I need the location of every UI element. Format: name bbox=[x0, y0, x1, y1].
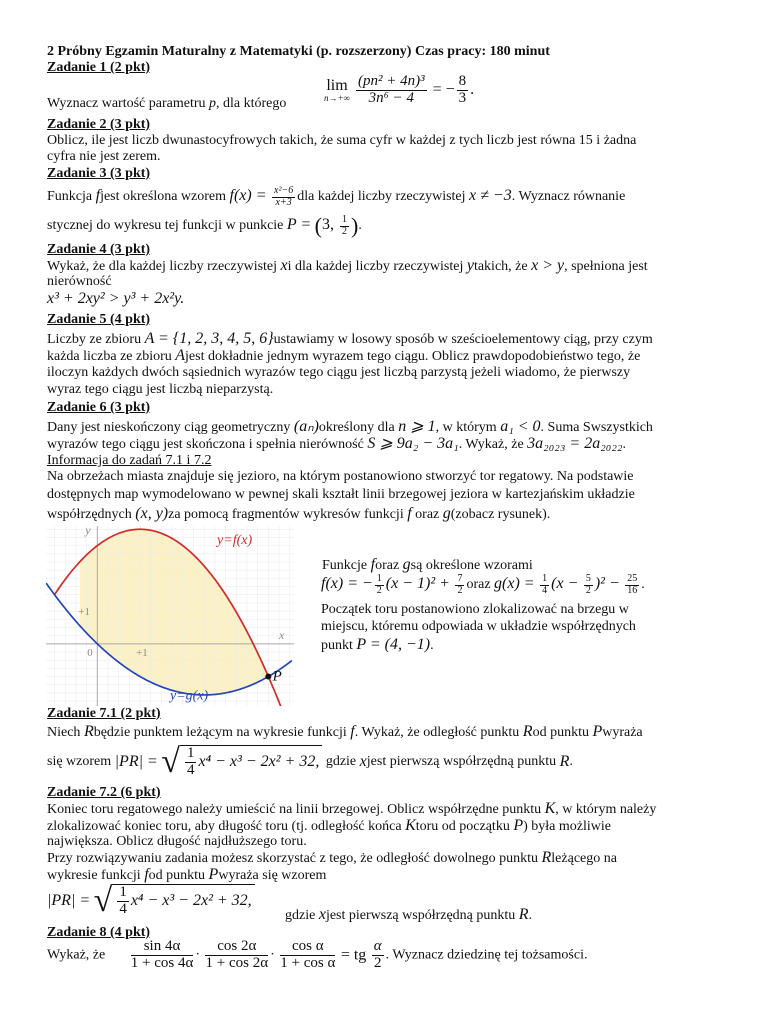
task-5-line-1: Liczby ze zbioru A = {1, 2, 3, 4, 5, 6}ustawiamy w losowy sposób w sześcioelementowy ciąg, przy czym bbox=[47, 330, 653, 347]
info-line-2: dostępnych map wymodelowano w pewnej skali kształt linii brzegowej jeziora w kartezjańskim układzie bbox=[47, 487, 635, 502]
task-7-2-line-5: wykresie funkcji fod punktu Pwyraża się wzorem bbox=[47, 866, 327, 883]
point-P-label: P bbox=[272, 668, 282, 685]
task-7-2-formula: |PR| = √ $\frac{1}{4}$ x⁴ − x³ − 2x² + 32, bbox=[47, 884, 255, 918]
task-4-heading: Zadanie 4 (3 pkt) bbox=[47, 242, 151, 257]
task-7-2-line-6: gdzie xjest pierwszą współrzędną punktu R. bbox=[285, 906, 533, 923]
info-heading: Informacja do zadań 7.1 i 7.2 bbox=[47, 453, 212, 468]
task-8-heading: Zadanie 8 (4 pkt) bbox=[47, 925, 151, 940]
task-5-line-4: wyraz tego ciągu jest liczbą nieparzystą. bbox=[47, 382, 274, 397]
task-1-heading: Zadanie 1 (2 pkt) bbox=[47, 60, 151, 75]
task-7-2-heading: Zadanie 7.2 (6 pkt) bbox=[47, 785, 161, 800]
task-5-line-2: każda liczba ze zbioru Ajest dokładnie jednym wyrazem tego ciągu. Oblicz prawdopodobieństwo tego, że bbox=[47, 347, 641, 364]
task-4-inequality: x³ + 2xy² > y³ + 2x²y. bbox=[47, 290, 185, 307]
task-4-line-2: nierówność bbox=[47, 274, 112, 289]
task-1-text: Wyznacz wartość parametru p, dla którego bbox=[47, 96, 287, 111]
task-7-2-line-2: zlokalizować koniec toru, aby długość toru (tj. odległość końca Ktoru od początku P) była możliwie bbox=[47, 817, 611, 834]
y-axis-label: y bbox=[85, 526, 91, 538]
task-6-heading: Zadanie 6 (3 pkt) bbox=[47, 400, 151, 415]
task-2-line-1: Oblicz, ile jest liczb dwunastocyfrowych takich, że suma cyfr w każdej z tych liczb jest równa 15 i żadna bbox=[47, 133, 637, 148]
side-line-5: punkt P = (4, −1). bbox=[321, 636, 434, 653]
origin-label: 0 bbox=[87, 646, 93, 659]
side-line-1: Funkcje foraz gsą określone wzorami bbox=[322, 556, 533, 573]
side-line-4: miejscu, któremu odpowiada w układzie współrzędnych bbox=[321, 619, 636, 634]
task-3-line-2: stycznej do wykresu tej funkcji w punkcie P = (3, $\frac{1}{2}$ ). bbox=[47, 213, 362, 238]
x-unit-label: +1 bbox=[136, 646, 148, 659]
task-2-heading: Zadanie 2 (3 pkt) bbox=[47, 117, 151, 132]
exam-title: 2 Próbny Egzamin Maturalny z Matematyki (p. rozszerzony) Czas pracy: 180 minut bbox=[47, 44, 550, 59]
task-7-2-line-1: Koniec toru regatowego należy umieścić na linii brzegowej. Oblicz współrzędne punktu K, w którym należy bbox=[47, 800, 657, 817]
task-7-1-line-1: Niech Rbędzie punktem leżącym na wykresie funkcji f. Wykaż, że odległość punktu Rod punktu Pwyraża bbox=[47, 723, 643, 740]
task-6-line-1: Dany jest nieskończony ciąg geometryczny (aₙ)określony dla n ⩾ 1, w którym a₁ < 0. Suma Swszystkich bbox=[47, 418, 653, 435]
task-3-heading: Zadanie 3 (3 pkt) bbox=[47, 166, 151, 181]
info-line-1: Na obrzeżach miasta znajduje się jezioro, na którym postanowiono stworzyć tor regatowy. Na podstawie bbox=[47, 469, 634, 484]
g-curve-label: y=g(x) bbox=[170, 688, 209, 704]
task-7-2-line-3: największa. Oblicz długość najdłuższego toru. bbox=[47, 834, 307, 849]
x-axis-label: x bbox=[279, 627, 285, 642]
f-curve-label: y=f(x) bbox=[217, 533, 253, 548]
task-3-line-1: Funkcja fjest określona wzorem f(x) = $\frac{\text{x²−6}}{x+3}$ dla każdej liczby rzeczywistej x ≠ −3. Wyznacz równanie bbox=[47, 185, 626, 208]
task-8-line-1: Wykaż, że $\frac{\sin 4\alpha}{1 + \cos 4\alpha}$ · $\frac{\cos 2\alpha}{1 + \cos 2\alpha}$ · $\frac{\text{cos α}}{\text{1 + cos α}}$ = tg $\frac{\alpha}{2}$ . Wyznacz dziedzinę tej tożsamości. bbox=[47, 938, 588, 971]
task-7-2-line-4: Przy rozwiązywaniu zadania możesz skorzystać z tego, że odległość dowolnego punktu Rleżącego na bbox=[47, 849, 617, 866]
y-unit-label: +1 bbox=[78, 606, 91, 619]
task-7-1-heading: Zadanie 7.1 (2 pkt) bbox=[47, 706, 161, 721]
side-formulas: f(x) = − $\frac{1}{2}$ (x − 1)² + $\frac{7}{2}$ oraz g(x) = $\frac{1}{4}$ (x − $\frac{5}{2}$ )² − $\frac{25}{16}$ . bbox=[321, 573, 645, 596]
task-1-formula: lim n→+∞ $\frac{\text{(pn² + 4n)³}}{\text{3n⁶ − 4}}$ = − $\frac{8}{3}$ . bbox=[324, 73, 475, 106]
task-5-heading: Zadanie 5 (4 pkt) bbox=[47, 312, 151, 327]
task-2-line-2: cyfra nie jest zerem. bbox=[47, 149, 161, 164]
point-P bbox=[265, 674, 271, 680]
task-4-line-1: Wykaż, że dla każdej liczby rzeczywistej xi dla każdej liczby rzeczywistej ytakich, że x > y, spełniona jest bbox=[47, 257, 648, 274]
task-7-1-line-2: się wzorem |PR| = √ $\frac{1}{4}$ x⁴ − x³ − 2x² + 32, gdzie xjest pierwszą współrzędną punktu R. bbox=[47, 743, 573, 780]
task-5-line-3: iloczyn każdych dwóch sąsiednich wyrazów tego ciągu jest liczbą parzystą jeżeli wiadomo, że pierwszy bbox=[47, 365, 631, 380]
task-6-line-2: wyrazów tego ciągu jest skończona i spełnia nierówność S ⩾ 9a₂ − 3a₁. Wykaż, że 3a₂₀₂₃ = 2a₂₀₂₂. bbox=[47, 435, 626, 452]
side-line-3: Początek toru postanowiono zlokalizować na brzegu w bbox=[321, 602, 629, 617]
info-line-3: współrzędnych (x, y)za pomocą fragmentów wykresów funkcji f oraz g(zobacz rysunek). bbox=[47, 505, 551, 522]
coastline-chart bbox=[46, 526, 294, 706]
